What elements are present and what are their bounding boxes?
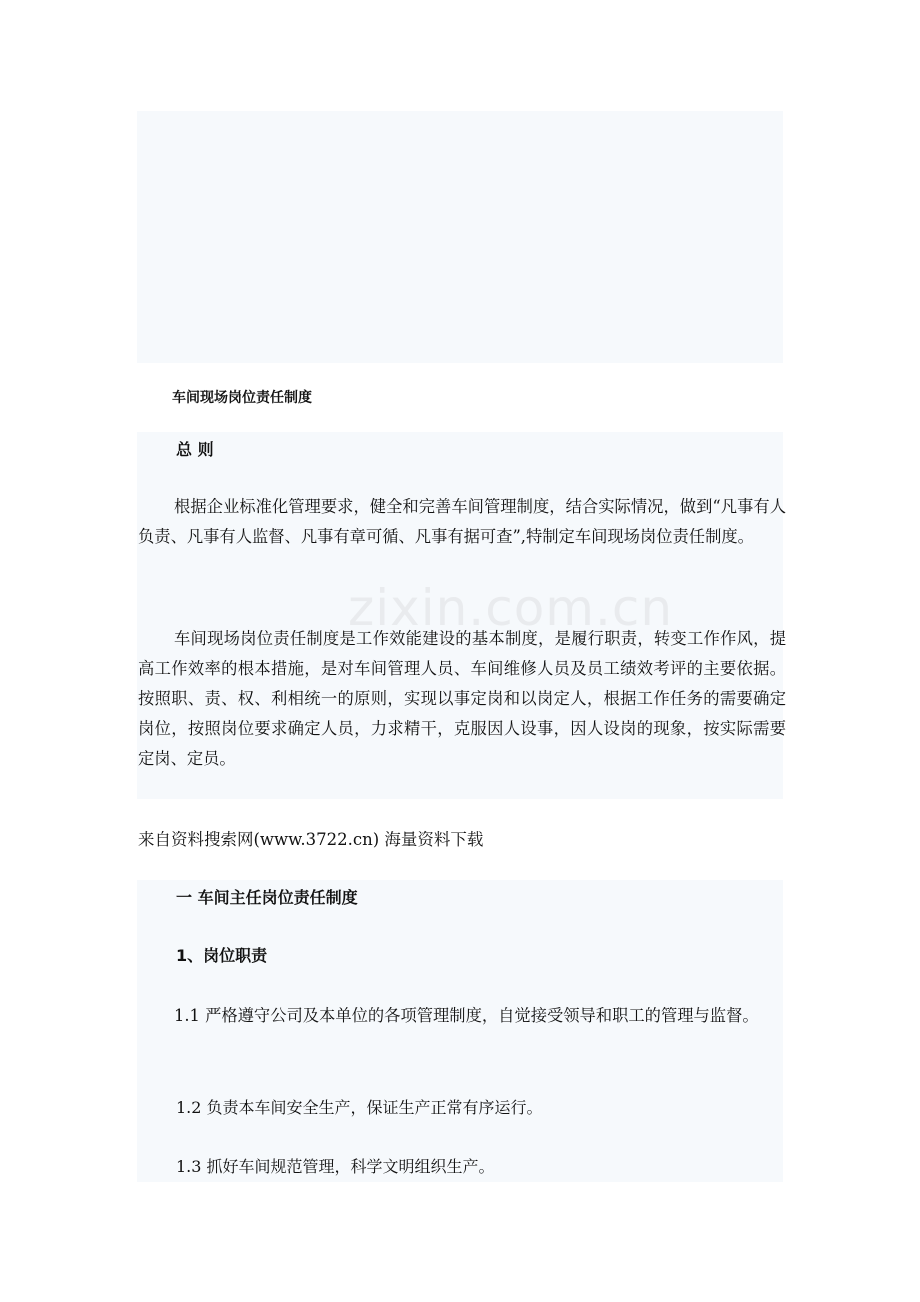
duty-item-1-1: 1.1 严格遵守公司及本单位的各项管理制度，自觉接受领导和职工的管理与监督。 [174,1006,759,1025]
duty-item-1-2: 1.2 负责本车间安全生产，保证生产正常有序运行。 [176,1098,543,1117]
duty-item-1-3: 1.3 抓好车间规范管理，科学文明组织生产。 [176,1157,495,1176]
document-title: 车间现场岗位责任制度 [172,390,312,406]
section-1-heading: 一 车间主任岗位责任制度 [176,888,358,907]
intro-paragraph-1: 根据企业标准化管理要求，健全和完善车间管理制度，结合实际情况，做到“凡事有人负责、凡事有人监督、凡事有章可循、凡事有据可查”,特制定车间现场岗位责任制度。 [138,497,786,546]
top-shaded-block [137,111,783,363]
source-line: 来自资料搜索网(www.3722.cn) 海量资料下载 [138,830,484,849]
intro-paragraph-2: 车间现场岗位责任制度是工作效能建设的基本制度，是履行职责，转变工作作风，提高工作效率的根本措施，是对车间管理人员、车间维修人员及员工绩效考评的主要依据。按照职、责、权、利相统一的原则，实现以事定岗和以岗定人，根据工作任务的需要确定岗位，按照岗位要求确定人员，力求精干，克服因人设事，因人设岗的现象，按实际需要定岗、定员。 [138,629,786,768]
watermark: zixin.com.cn [348,579,674,637]
duties-heading: 1、岗位职责 [176,946,268,965]
general-heading: 总 则 [176,440,214,459]
